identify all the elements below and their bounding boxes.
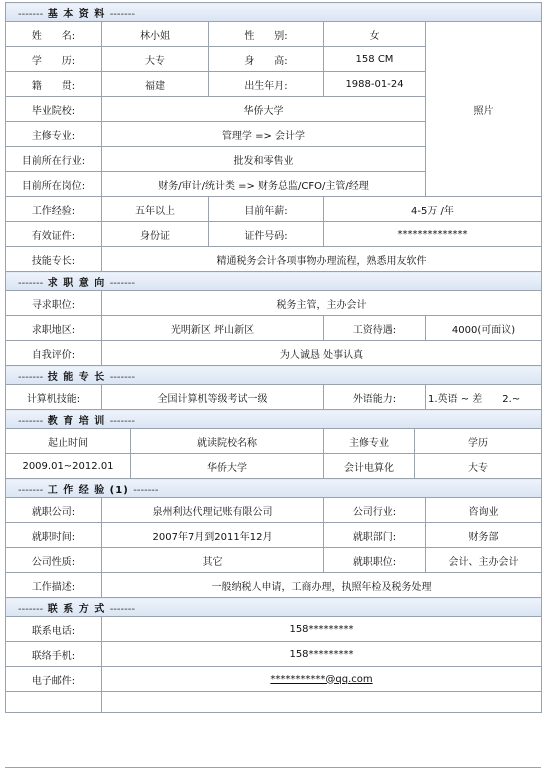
name-label: 姓 名: — [6, 22, 102, 47]
email-label: 电子邮件: — [6, 667, 102, 692]
job-label: 寻求职位: — [6, 291, 102, 316]
cert-value: 身份证 — [102, 222, 209, 247]
salary-label: 目前年薪: — [209, 197, 324, 222]
section-title: 教 育 培 训 — [47, 415, 106, 427]
company-value: 泉州利达代理记账有限公司 — [102, 498, 324, 523]
education-header-row — [6, 429, 542, 454]
birth-label: 出生年月: — [209, 72, 324, 97]
computer-skill-label: 计算机技能: — [6, 385, 102, 410]
birth-value: 1988-01-24 — [324, 72, 426, 97]
salary-value: 4-5万 /年 — [324, 197, 542, 222]
section-title: 联 系 方 式 — [47, 603, 106, 615]
section-title: 技 能 专 长 — [47, 371, 106, 383]
post-label: 目前所在岗位: — [6, 172, 102, 197]
section-title: 工 作 经 验 (1) — [47, 484, 129, 496]
contact-table — [5, 597, 542, 713]
skill-label: 技能专长: — [6, 247, 102, 272]
pay-label: 工资待遇: — [324, 316, 426, 341]
area-label: 求职地区: — [6, 316, 102, 341]
work-time-label: 就职时间: — [6, 523, 102, 548]
computer-skill-value: 全国计算机等级考试一级 — [102, 385, 324, 410]
column-header: 主修专业 — [324, 429, 415, 454]
cert-number-value: ************** — [324, 222, 542, 247]
industry-label: 目前所在行业: — [6, 147, 102, 172]
section-header-basic: ------- 基 本 资 料 ------- — [6, 3, 542, 22]
empty-cell — [6, 692, 102, 713]
mobile-value: 158********* — [102, 642, 542, 667]
post-value: 财务/审计/统计类 => 财务总监/CFO/主管/经理 — [102, 172, 426, 197]
column-header: 起止时间 — [6, 429, 131, 454]
skill-value: 精通税务会计各项事物办理流程，熟悉用友软件 — [102, 247, 542, 272]
section-header-education: ------- 教 育 培 训 ------- — [6, 410, 542, 429]
resume-page — [5, 2, 541, 713]
work-time-value: 2007年7月到2011年12月 — [102, 523, 324, 548]
phone-value: 158********* — [102, 617, 542, 642]
company-nature-value: 其它 — [102, 548, 324, 573]
section-title: 求 职 意 向 — [47, 277, 106, 289]
gender-label: 性 别: — [209, 22, 324, 47]
language-label: 外语能力: — [324, 385, 426, 410]
school-label: 毕业院校: — [6, 97, 102, 122]
school-value: 华侨大学 — [102, 97, 426, 122]
edu-school: 华侨大学 — [131, 454, 324, 479]
mobile-label: 联络手机: — [6, 642, 102, 667]
section-header-intent: ------- 求 职 意 向 ------- — [6, 272, 542, 291]
empty-cell — [102, 692, 542, 713]
major-label: 主修专业: — [6, 122, 102, 147]
education-value: 大专 — [102, 47, 209, 72]
work-desc-label: 工作描述: — [6, 573, 102, 598]
job-intent-table — [5, 271, 542, 366]
pay-value: 4000(可面议) — [426, 316, 542, 341]
company-industry-value: 咨询业 — [426, 498, 542, 523]
basic-info-table — [5, 2, 542, 272]
edu-major: 会计电算化 — [324, 454, 415, 479]
section-header-contact: ------- 联 系 方 式 ------- — [6, 598, 542, 617]
experience-label: 工作经验: — [6, 197, 102, 222]
section-header-skills: ------- 技 能 专 长 ------- — [6, 366, 542, 385]
language-value: 1.英语 ~ 差 2.~ — [426, 385, 542, 410]
email-link[interactable]: ***********@qq.com — [102, 667, 542, 692]
gender-value: 女 — [324, 22, 426, 47]
skills-table — [5, 365, 542, 410]
industry-value: 批发和零售业 — [102, 147, 426, 172]
column-header: 学历 — [415, 429, 542, 454]
section-title: 基 本 资 料 — [47, 8, 106, 20]
column-header: 就读院校名称 — [131, 429, 324, 454]
work-table — [5, 478, 542, 598]
department-label: 就职部门: — [324, 523, 426, 548]
cert-number-label: 证件号码: — [209, 222, 324, 247]
company-industry-label: 公司行业: — [324, 498, 426, 523]
company-nature-label: 公司性质: — [6, 548, 102, 573]
name-value: 林小姐 — [102, 22, 209, 47]
major-value: 管理学 => 会计学 — [102, 122, 426, 147]
education-label: 学 历: — [6, 47, 102, 72]
self-eval-value: 为人诚恳 处事认真 — [102, 341, 542, 366]
area-value: 光明新区 坪山新区 — [102, 316, 324, 341]
origin-label: 籍 贯: — [6, 72, 102, 97]
table-row — [6, 454, 542, 479]
section-header-work: ------- 工 作 经 验 (1) ------- — [6, 479, 542, 498]
height-value: 158 CM — [324, 47, 426, 72]
bottom-rule — [5, 767, 541, 768]
position-label: 就职职位: — [324, 548, 426, 573]
position-value: 会计、主办会计 — [426, 548, 542, 573]
work-desc-value: 一般纳税人申请，工商办理，执照年检及税务处理 — [102, 573, 542, 598]
phone-label: 联系电话: — [6, 617, 102, 642]
department-value: 财务部 — [426, 523, 542, 548]
origin-value: 福建 — [102, 72, 209, 97]
experience-value: 五年以上 — [102, 197, 209, 222]
edu-period: 2009.01~2012.01 — [6, 454, 131, 479]
job-value: 税务主管，主办会计 — [102, 291, 542, 316]
education-table — [5, 409, 542, 479]
photo-placeholder: 照片 — [426, 22, 542, 197]
self-eval-label: 自我评价: — [6, 341, 102, 366]
company-label: 就职公司: — [6, 498, 102, 523]
height-label: 身 高: — [209, 47, 324, 72]
edu-degree: 大专 — [415, 454, 542, 479]
cert-label: 有效证件: — [6, 222, 102, 247]
